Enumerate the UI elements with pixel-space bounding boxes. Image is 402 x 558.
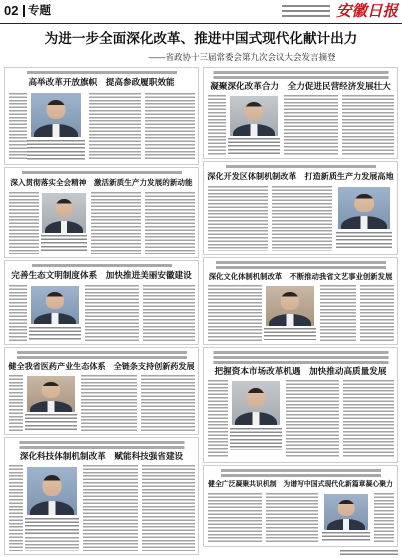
article-section: [4, 67, 199, 165]
article-body-text: [25, 537, 79, 551]
speaker-portrait-photo: [266, 286, 314, 326]
speaker-portrait-photo: [324, 494, 368, 530]
article-body-text: [208, 285, 262, 341]
speaker-byline: [17, 351, 187, 359]
speaker-byline: [213, 71, 388, 79]
article-body-text: [374, 493, 394, 543]
article-headline: 深化文化体制机制改革 不断推动我省文艺事业创新发展: [208, 272, 393, 281]
section-name: 专题: [28, 5, 51, 17]
page-footer-note: [340, 550, 398, 555]
speaker-portrait-photo: [232, 381, 280, 425]
article-body-text: [272, 186, 332, 251]
speaker-portrait-photo: [27, 467, 77, 515]
photo-caption: [228, 138, 280, 154]
article-headline: 深入贯彻落实全会精神 激活新质生产力发展的新动能: [10, 178, 193, 187]
article-body-text: [83, 465, 138, 551]
article-body-text: [9, 93, 27, 161]
photo-caption: [29, 327, 81, 341]
photo-caption: [25, 518, 79, 534]
article-body-text: [145, 192, 195, 254]
photo-caption: [230, 428, 282, 450]
article-headline: 完善生态文明制度体系 加快推进美丽安徽建设: [11, 270, 192, 280]
article-body-text: [343, 380, 394, 458]
article-body-text: [91, 192, 141, 254]
article-body-text: [320, 285, 356, 341]
article-body-text: [266, 493, 318, 543]
article-body-text: [208, 380, 228, 458]
article-body-text: [208, 95, 226, 155]
article-body-text: [360, 285, 394, 341]
speaker-byline: [19, 441, 184, 449]
article-section: [203, 465, 398, 547]
article-section: [203, 161, 398, 255]
photo-caption: [25, 414, 77, 430]
article-section: [4, 167, 199, 258]
article-section: [4, 347, 199, 435]
speaker-byline: [216, 261, 386, 269]
article-body-text: [9, 465, 23, 551]
issue-date-block: [282, 5, 330, 18]
article-body-text: [81, 375, 137, 431]
article-section: [203, 257, 398, 345]
speaker-byline: [27, 71, 177, 74]
page-number: 02: [4, 3, 19, 18]
article-body-text: [9, 375, 23, 431]
speaker-byline: [226, 165, 376, 168]
article-headline: 健全我省医药产业生态体系 全链条支持创新药发展: [8, 362, 195, 371]
speaker-byline: [32, 264, 172, 267]
header-rule: [0, 23, 402, 24]
article-section: [4, 260, 199, 345]
article-headline: 深化科技体制机制改革 赋能科技强省建设: [19, 451, 184, 461]
photo-caption: [27, 140, 85, 160]
article-section: [4, 437, 199, 555]
article-headline: 把握资本市场改革机遇 加快推动高质量发展: [214, 366, 387, 376]
feature-subheadline: ——省政协十三届常委会第九次会议大会发言摘登: [148, 52, 336, 62]
article-body-text: [208, 493, 262, 543]
feature-headline: 为进一步全面深化改革、推进中国式现代化献计出力: [44, 31, 358, 47]
speaker-portrait-photo: [338, 187, 390, 229]
article-body-text: [85, 285, 139, 341]
photo-caption: [41, 235, 87, 253]
speaker-portrait-photo: [27, 376, 75, 412]
speaker-portrait-photo: [31, 93, 81, 137]
article-body-text: [89, 93, 141, 161]
article-body-text: [286, 380, 339, 458]
photo-caption: [264, 328, 316, 340]
article-body-text: [9, 192, 39, 254]
article-body-text: [141, 375, 195, 431]
article-body-text: [284, 95, 338, 155]
article-body-text: [9, 285, 27, 341]
speaker-portrait-photo: [31, 286, 79, 324]
article-body-text: [342, 95, 394, 155]
article-body-text: [145, 93, 195, 161]
photo-caption: [336, 232, 392, 250]
speaker-byline: [213, 351, 388, 364]
article-headline: 健全广泛凝聚共识机制 为谱写中国式现代化新篇章凝心聚力: [208, 481, 393, 488]
speaker-portrait-photo: [42, 193, 86, 233]
article-headline: 深化开发区体制机制改革 打造新质生产力发展高地: [207, 172, 394, 181]
page-header: [0, 0, 402, 24]
speaker-byline: [22, 171, 182, 174]
article-body-text: [143, 285, 195, 341]
article-section: [203, 67, 398, 159]
header-divider: [23, 5, 25, 17]
speaker-byline: [221, 469, 381, 477]
article-headline: 凝聚深化改革合力 全力促进民营经济发展壮大: [210, 81, 391, 91]
newspaper-masthead-logo: 安徽日报: [335, 1, 398, 20]
speaker-portrait-photo: [230, 96, 278, 136]
photo-caption: [322, 532, 370, 542]
article-headline: 高举改革开放旗帜 提高参政履职效能: [28, 77, 175, 87]
article-section: [203, 347, 398, 463]
article-body-text: [142, 465, 195, 551]
article-body-text: [208, 186, 268, 251]
